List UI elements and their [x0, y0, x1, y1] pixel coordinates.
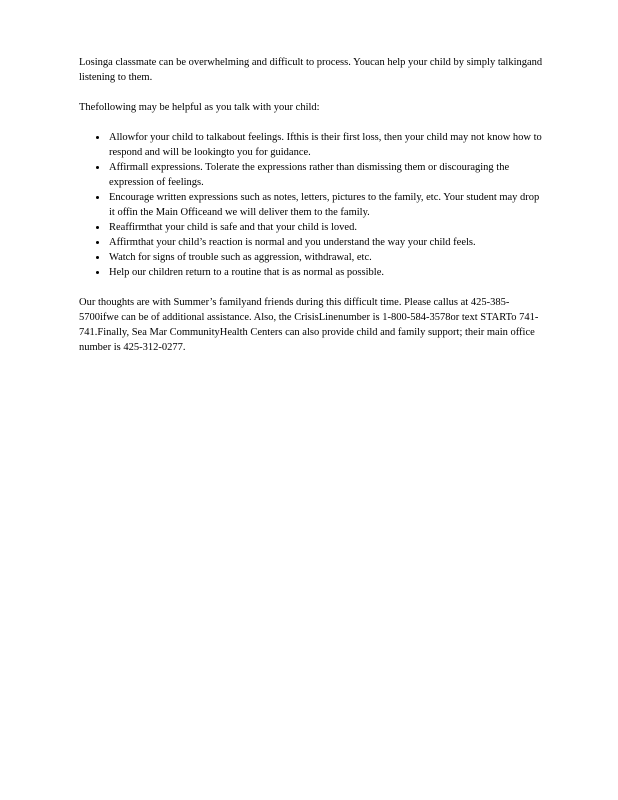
list-item-text: Allowfor your child to talkabout feelings. Ifthis is their first loss, then your child may not know how to respond and will be lookingto you for guidance. [109, 132, 542, 158]
tips-list [79, 130, 544, 280]
bullet-icon [96, 256, 99, 259]
document-body [79, 55, 544, 355]
bullet-icon [96, 271, 99, 274]
list-item [79, 160, 544, 190]
list-item [79, 250, 544, 265]
bullet-icon [96, 226, 99, 229]
list-item-text: Affirmall expressions. Tolerate the expressions rather than dismissing them or discouraging the expression of feelings. [109, 162, 510, 188]
list-item-text: Reaffirmthat your child is safe and that your child is loved. [109, 222, 357, 233]
bullet-icon [96, 136, 99, 139]
list-item [79, 130, 544, 160]
intro-paragraph: Losinga classmate can be overwhelming and difficult to process. Youcan help your child by simply talkingand listening to them. [79, 57, 543, 83]
lead-paragraph: Thefollowing may be helpful as you talk with your child: [79, 102, 320, 113]
bullet-icon [96, 196, 99, 199]
list-item-text: Watch for signs of trouble such as aggression, withdrawal, etc. [109, 252, 372, 263]
list-item [79, 265, 544, 280]
list-item [79, 190, 544, 220]
list-item [79, 235, 544, 250]
list-item-text: Encourage written expressions such as notes, letters, pictures to the family, etc. Your student may drop it offin the Main Officeand we will deliver them to the family. [109, 192, 540, 218]
list-item [79, 220, 544, 235]
list-item-text: Help our children return to a routine that is as normal as possible. [109, 267, 384, 278]
bullet-icon [96, 241, 99, 244]
list-item-text: Affirmthat your child’s reaction is normal and you understand the way your child feels. [109, 237, 476, 248]
bullet-icon [96, 166, 99, 169]
closing-paragraph: Our thoughts are with Summer’s familyand friends during this difficult time. Please callus at 425-385-5700ifwe can be of additional assistance. Also, the CrisisLinenumber is 1-800-584-3578or text STARTo 741-741.Finally, Sea Mar CommunityHealth Centers can also provide child and family support; their main office number is 425-312-0277. [79, 297, 539, 353]
